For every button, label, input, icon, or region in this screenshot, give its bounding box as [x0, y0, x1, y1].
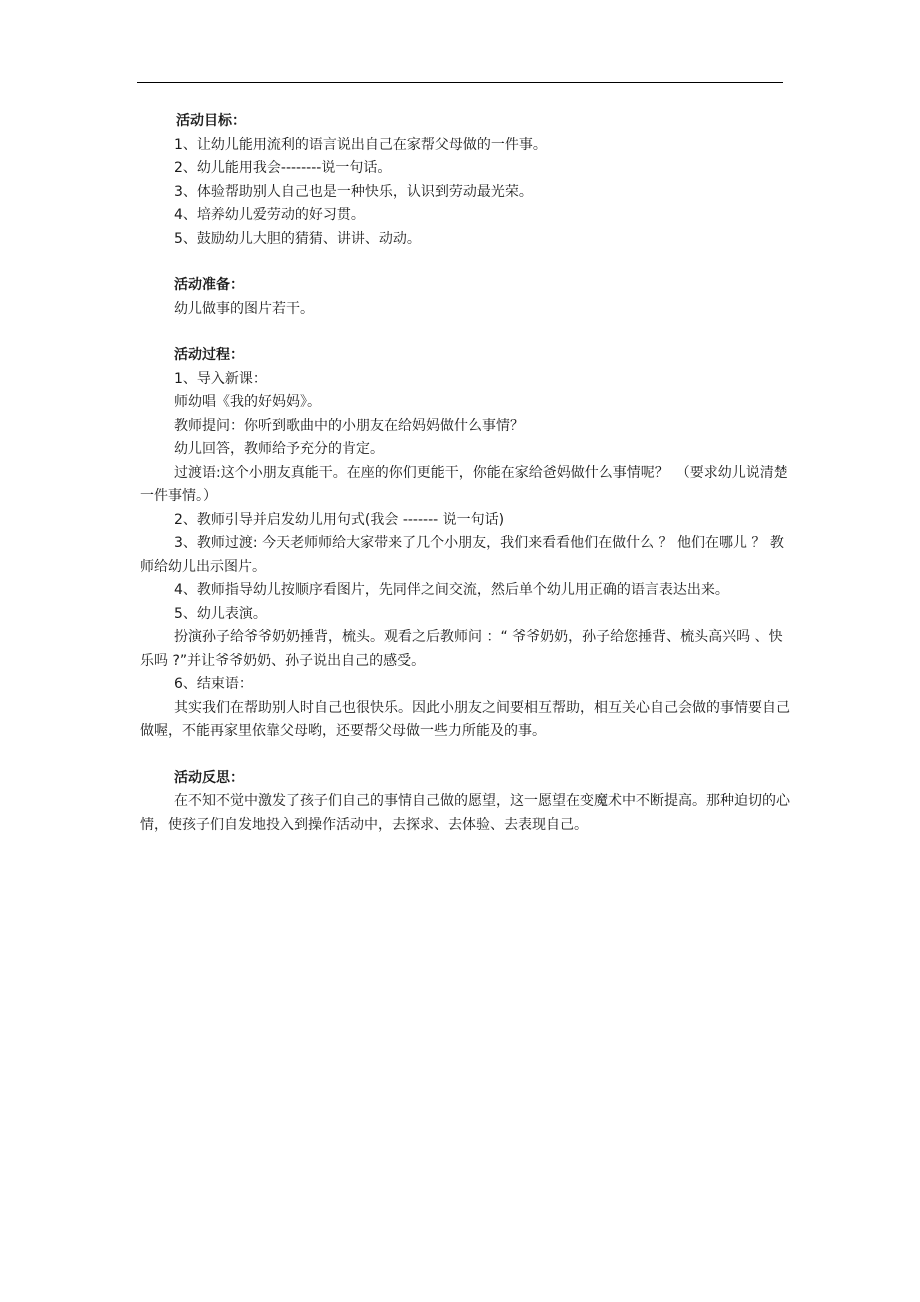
process-paragraph-4: 4、教师指导幼儿按顺序看图片，先同伴之间交流，然后单个幼儿用正确的语言表达出来。 [174, 582, 729, 598]
process-paragraph-5: 5、幼儿表演。 [174, 605, 267, 622]
goal-item-1: 1、让幼儿能用流利的语言说出自己在家帮父母做的一件事。 [174, 136, 547, 153]
process-line-3: 教师提问：你听到歌曲中的小朋友在给妈妈做什么事情？ [174, 417, 524, 434]
reflection-text: 在不知不觉中激发了孩子们自己的事情自己做的愿望，这一愿望在变魔术中不断提高。那种迫切的心情，使孩子们自发地投入到操作活动中，去探求、去体验、去表现自己。 [140, 793, 790, 833]
goal-item-4: 4、培养幼儿爱劳动的好习贯。 [174, 207, 365, 223]
section-gap [140, 321, 790, 344]
process-paragraph-2: 2、教师引导并启发幼儿用句式(我会 ------- 说一句话) [174, 511, 505, 528]
preparation-text: 幼儿做事的图片若干。 [174, 300, 314, 317]
header-rule [137, 82, 783, 83]
preparation-heading: 活动准备： [174, 277, 244, 293]
section-gap [140, 744, 790, 767]
process-paragraph-8: 其实我们在帮助别人时自己也很快乐。因此小朋友之间要相互帮助，相互关心自己会做的事情要自己做喔，不能再家里依靠父母哟，还要帮父母做一些力所能及的事。 [140, 699, 790, 739]
process-paragraph-6: 扮演孙子给爷爷奶奶捶背，梳头。观看之后教师问 ：“ 爷爷奶奶，孙子给您捶背、梳头高兴吗 、快乐吗 ?”并让爷爷奶奶、孙子说出自己的感受。 [140, 629, 783, 669]
process-paragraph-1: 过渡语:这个小朋友真能干。在座的你们更能干，你能在家给爸妈做什么事情呢？ （要求幼儿说清楚一件事情。） [140, 464, 788, 504]
process-paragraph-7: 6、结束语： [174, 676, 253, 692]
process-line-2: 师幼唱《我的好妈妈》。 [174, 394, 321, 410]
document-body [140, 110, 790, 837]
goal-item-3: 3、体验帮助别人自己也是一种快乐，认识到劳动最光荣。 [174, 183, 533, 200]
goal-item-2: 2、幼儿能用我会--------说一句话。 [174, 160, 392, 176]
goal-item-5: 5、鼓励幼儿大胆的猜猜、讲讲、动动。 [174, 230, 421, 247]
section-gap [140, 251, 790, 274]
process-heading: 活动过程： [174, 347, 244, 363]
process-line-1: 1、导入新课： [174, 370, 267, 387]
process-line-4: 幼儿回答，教师给予充分的肯定。 [174, 441, 384, 457]
reflection-heading: 活动反思： [174, 769, 244, 786]
goals-heading: 活动目标： [176, 113, 246, 129]
process-paragraph-3: 3、教师过渡: 今天老师师给大家带来了几个小朋友，我们来看看他们在做什么 ？ 他们在哪儿 ？ 教师给幼儿出示图片。 [140, 535, 784, 575]
